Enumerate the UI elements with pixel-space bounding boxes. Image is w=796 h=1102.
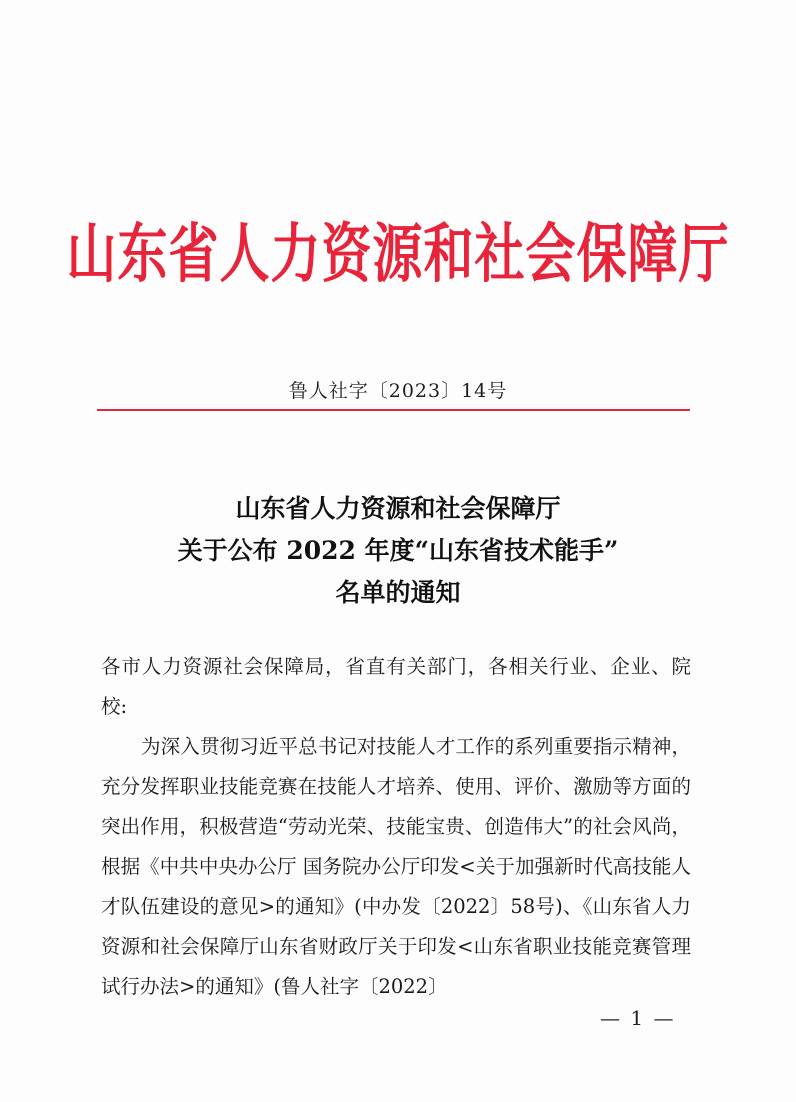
page-number: — 1 — [600,1006,676,1030]
red-divider-line [97,409,690,411]
body-text [101,647,691,1007]
document-number: 鲁人社字〔2023〕14号 [288,380,508,402]
title-line-1: 山东省人力资源和社会保障厅 [235,494,561,523]
title-line-3: 名单的通知 [335,578,461,607]
notice-title [0,488,796,614]
salutation: 各市人力资源社会保障局，省直有关部门，各相关行业、企业、院校: [101,655,691,718]
masthead-title: 山东省人力资源和社会保障厅 [66,215,730,292]
title-line-2: 关于公布 2022 年度“山东省技术能手” [177,536,619,565]
paragraph-1: 为深入贯彻习近平总书记对技能人才工作的系列重要指示精神，充分发挥职业技能竞赛在技能人才培养、使用、评价、激励等方面的突出作用，积极营造“劳动光荣、技能宝贵、创造伟大”的社会风尚，根据《中共中央办公厅 国务院办公厅印发<关于加强新时代高技能人才队伍建设的意见>的通知》(中办发〔2022〕58号)、《山东省人力资源和社会保障厅山东省财政厅关于印发<山东省职业技能竞赛管理试行办法>的通知》(鲁人社字〔2022〕 [101,735,691,998]
